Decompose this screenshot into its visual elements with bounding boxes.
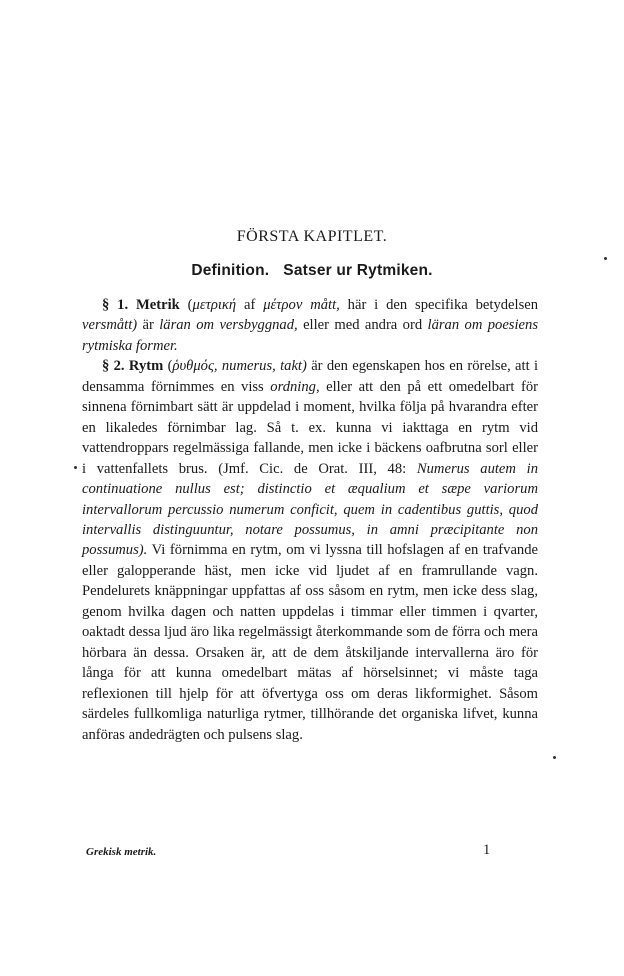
greek-word: μετρική (192, 297, 237, 313)
text: af (236, 297, 264, 313)
text: här i den specifika betydelsen (339, 297, 539, 313)
print-speck (604, 257, 607, 260)
paragraph-metrik (82, 295, 538, 356)
italic-text: läran om poesiens rytmiska former. (82, 317, 538, 354)
latin-quotation: Numerus autem in continuatione nullus est; distinctio et æqualium et sæpe variorum intervallorum percussio numerum conficit, quem in cadentibus guttis, quod intervallis distinguuntur, notare possumus, in amni præcipitante non possumus). (82, 460, 538, 559)
italic-text: ordning, (270, 378, 320, 395)
chapter-title: FÖRSTA KAPITLET. (236, 228, 388, 245)
text: ( (163, 358, 173, 375)
section-heading-definition: Definition. (191, 262, 270, 279)
print-speck (74, 466, 77, 469)
text: eller att den på ett omedelbart för sinnena förnimbart sätt är uppdelad i moment, hvilka följa på hvarandra efter en likaledes förnimbar lag. Så t. ex. kunna vi iakttaga en rytm vid vattendroppars regelmässiga fallande, men icke i bäckens oafbrutna sorl eller i vattenfallets brus. (Jmf. Cic. de Orat. III, 48: (82, 378, 538, 477)
body-text (82, 295, 538, 745)
italic-text: läran om versbyggnad, (159, 317, 298, 334)
greek-word: μέτρον mått, (263, 297, 340, 313)
section-heading-satser: Satser ur Rytmiken. (283, 262, 433, 279)
section-number: § 1. (102, 297, 129, 313)
italic-text: versmått) (82, 317, 138, 334)
italic-text: ῥυθμός, numerus, takt) (172, 358, 307, 375)
section-number: § 2. (102, 358, 125, 375)
page-number: 1 (483, 842, 491, 858)
text: eller med andra ord (297, 317, 428, 334)
term-metrik: Metrik (136, 297, 180, 313)
print-speck (553, 756, 556, 759)
text: är (137, 317, 160, 334)
text: är den egenskapen hos en rörelse, att i densamma förnimmes en viss (82, 358, 539, 395)
section-heading (0, 262, 624, 280)
text: Vi förnimma en rytm, om vi lyssna till hofslagen af en trafvande eller galopperande häst, men icke vid ljudet af en framrullande vagn. Pendelurets knäppningar uppfattas af oss såsom en rytm, men icke dess slag, genom hvilka dagen och natten uppdelas i timmar eller timmen i qvarter, oaktadt dessa ljud äro lika regelmässigt återkommande som de förra och mera hörbara än dessa. Orsaken är, att de dem åtskiljande intervallerna äro för långa för att kunna omedelbart mätas af hörselsinnet; vi måste taga reflexionen till hjelp för att öfvertyga oss om deras likformighet. Såsom särdeles fullkomliga naturliga rytmer, tillhörande det organiska lifvet, kunna anföras andedrägten och pulsens slag. (82, 542, 538, 743)
paragraph-rytm (82, 356, 538, 745)
text: ( (179, 297, 193, 313)
term-rytm: Rytm (128, 358, 164, 375)
signature-mark: Grekisk metrik. (86, 846, 157, 858)
